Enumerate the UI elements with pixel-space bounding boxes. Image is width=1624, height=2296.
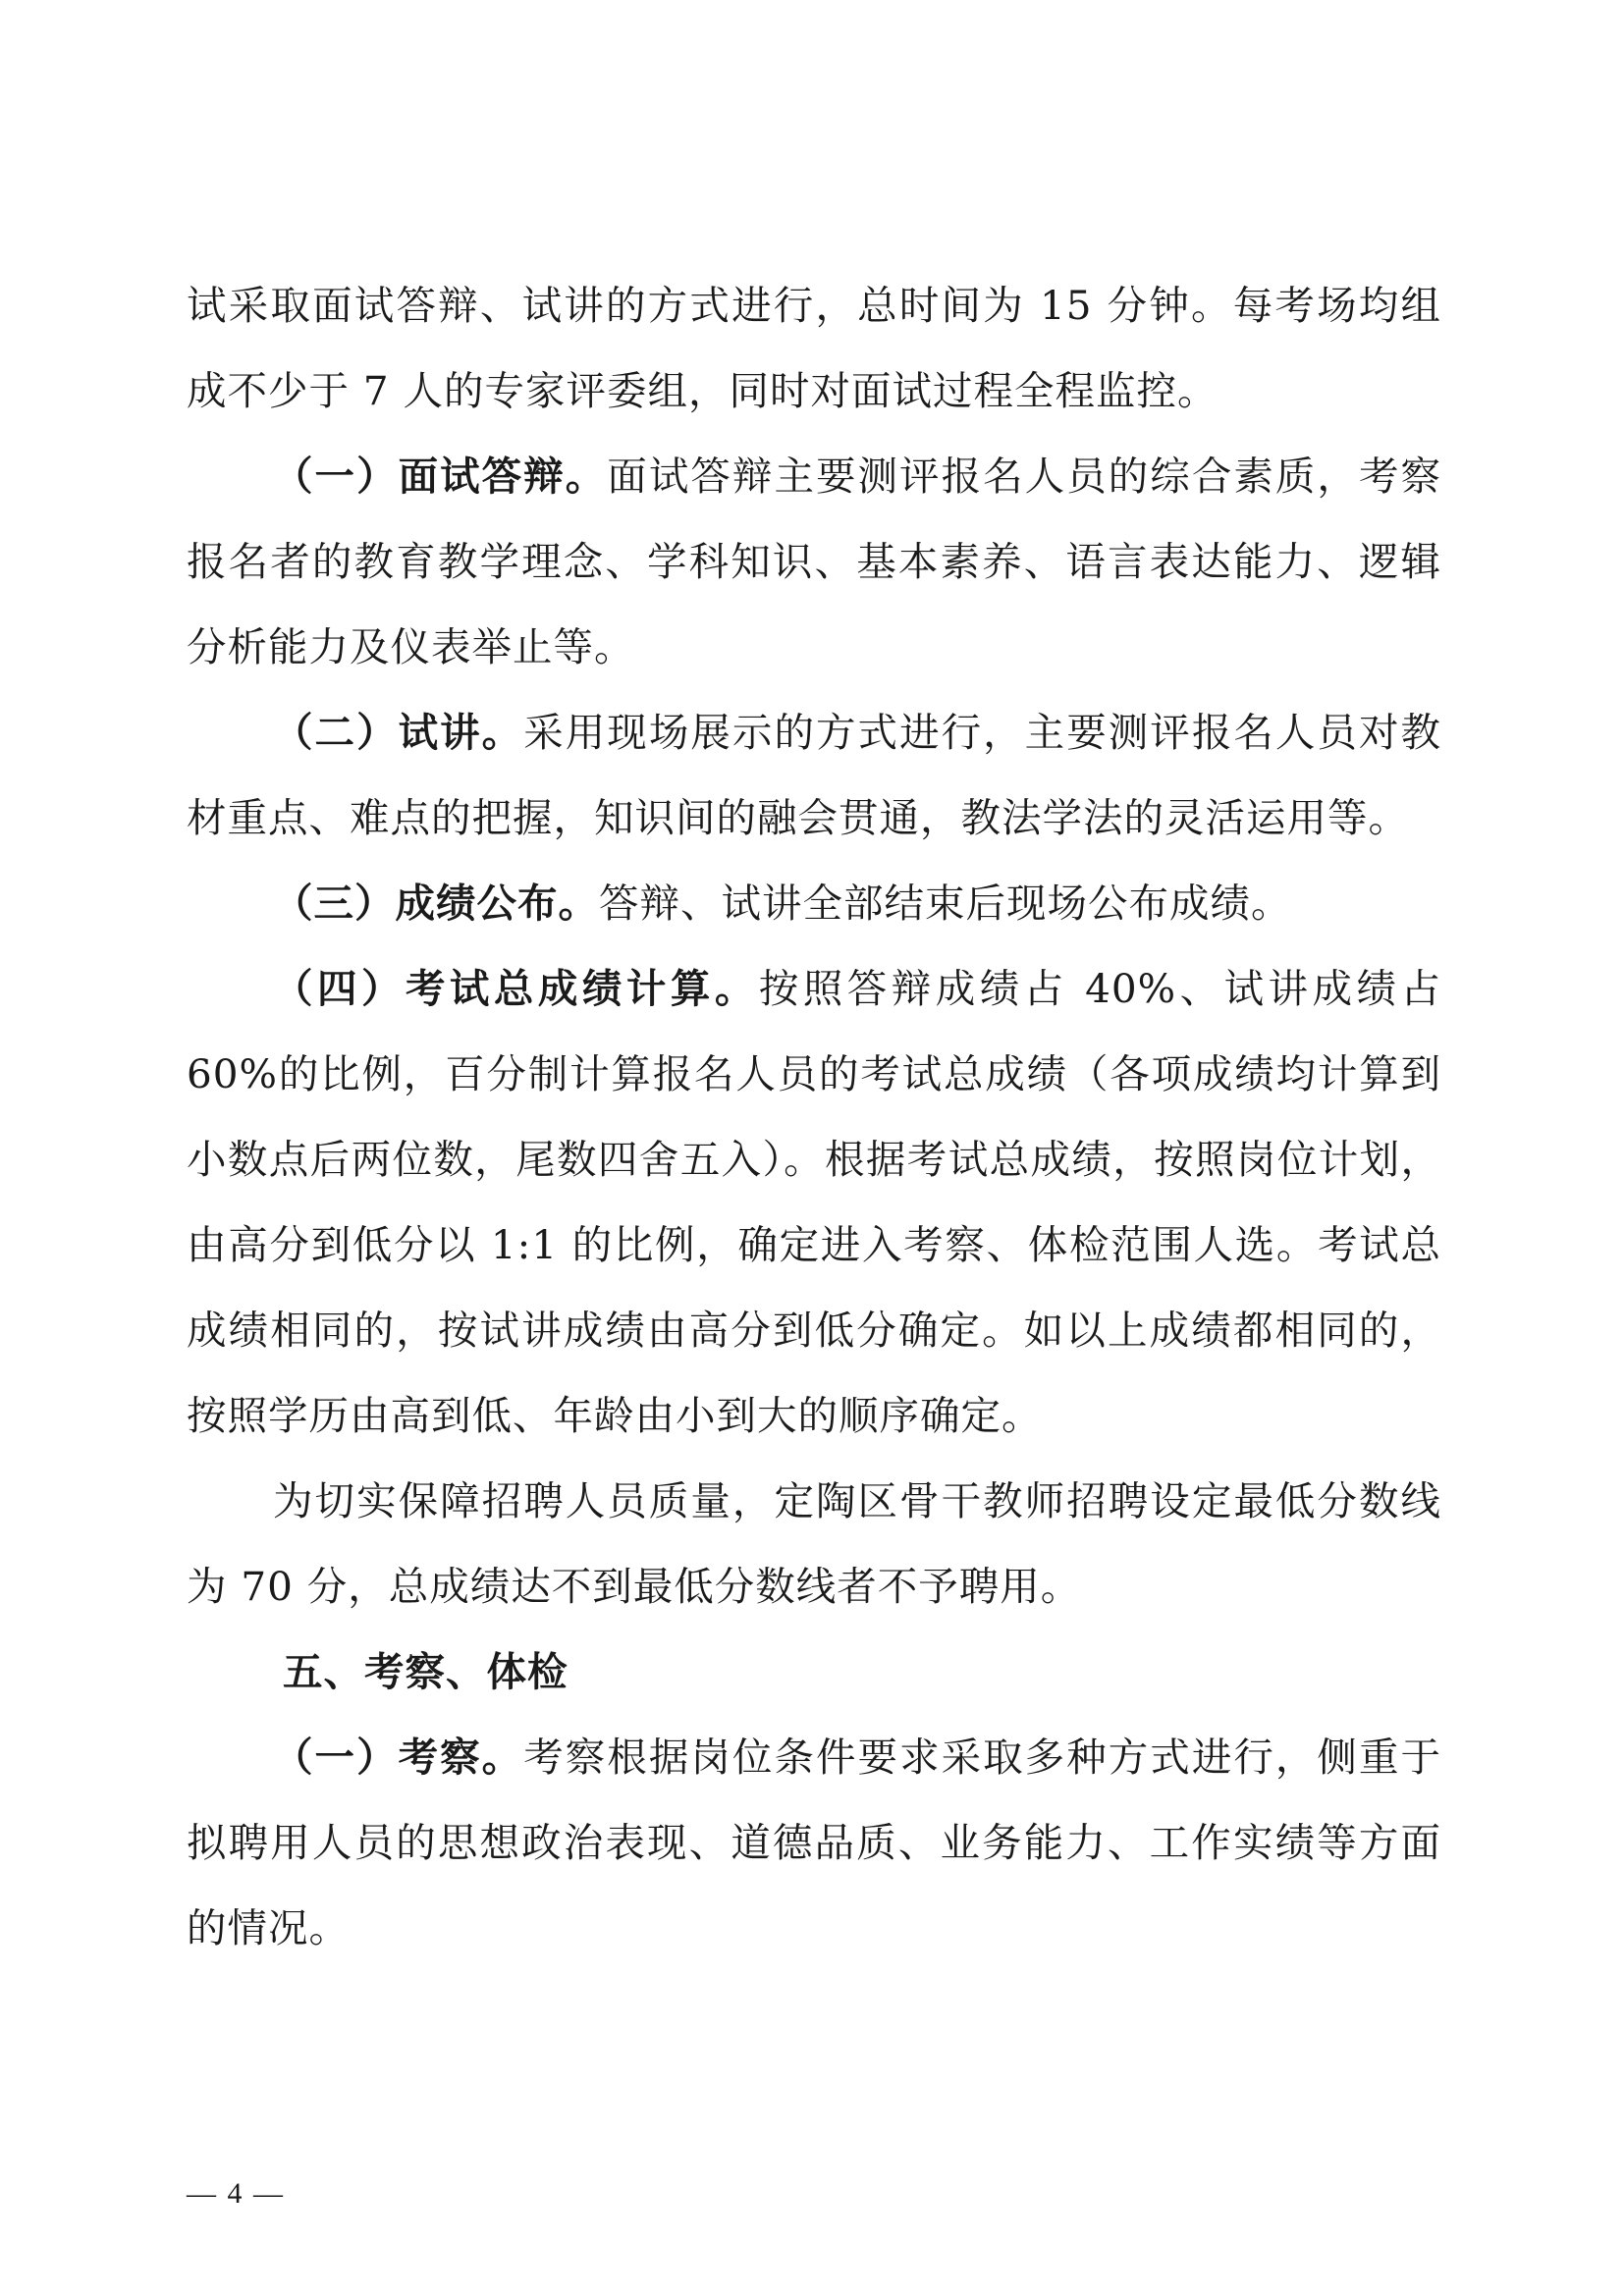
paragraph-inspection <box>187 1715 1441 1971</box>
paragraph-score-announcement <box>187 861 1441 946</box>
paragraph-minimum-score <box>187 1459 1441 1629</box>
paragraph-text: 试采取面试答辩、试讲的方式进行，总时间为 15 分钟。每考场均组成不少于 7 人的专家评委组，同时对面试过程全程监控。 <box>187 282 1441 414</box>
paragraph-text: 面试答辩主要测评报名人员的综合素质，考察报名者的教育教学理念、学科知识、基本素养、语言表达能力、逻辑分析能力及仪表举止等。 <box>187 453 1441 670</box>
paragraph-text: 为切实保障招聘人员质量，定陶区骨干教师招聘设定最低分数线为 70 分，总成绩达不到最低分数线者不予聘用。 <box>187 1477 1441 1610</box>
paragraph-title: （四）考试总成绩计算。 <box>273 965 759 1012</box>
page-number: — 4 — <box>187 2177 285 2210</box>
paragraph-text: 考察根据岗位条件要求采取多种方式进行，侧重于拟聘用人员的思想政治表现、道德品质、业务能力、工作实绩等方面的情况。 <box>187 1734 1442 1951</box>
paragraph-title: （三）成绩公布。 <box>273 880 599 927</box>
paragraph-title: （一）面试答辩。 <box>273 453 608 500</box>
section-heading: 五、考察、体检 <box>283 1648 568 1695</box>
paragraph-text: 答辩、试讲全部结束后现场公布成绩。 <box>599 880 1292 927</box>
paragraph-text: 采用现场展示的方式进行，主要测评报名人员对教材重点、难点的把握，知识间的融会贯通，教法学法的灵活运用等。 <box>187 709 1442 841</box>
document-body <box>187 263 1441 1971</box>
paragraph-trial-lecture <box>187 690 1441 861</box>
paragraph-total-score <box>187 946 1441 1459</box>
paragraph-title: （二）试讲。 <box>273 709 524 756</box>
paragraph-interview-method <box>187 263 1441 434</box>
paragraph-text: 按照答辩成绩占 40%、试讲成绩占 60%的比例，百分制计算报名人员的考试总成绩（各项成绩均计算到小数点后两位数，尾数四舍五入）。根据考试总成绩，按照岗位计划，由高分到低分以 1:1 的比例，确定进入考察、体检范围人选。考试总成绩相同的，按试讲成绩由高分到低分确定。如以上成绩都相同的，按照学历由高到低、年龄由小到大的顺序确定。 <box>187 965 1441 1439</box>
paragraph-interview-defense <box>187 434 1441 690</box>
paragraph-title: （一）考察。 <box>273 1734 524 1781</box>
